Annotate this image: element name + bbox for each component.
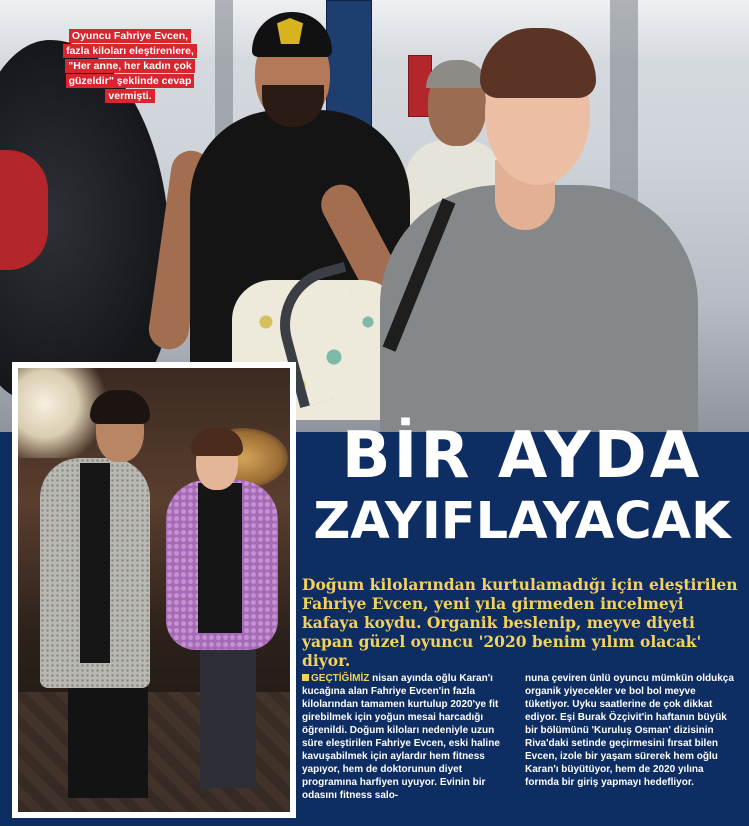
- headline-line-2: ZAYIFLAYACAK: [313, 492, 731, 551]
- caption-line: Oyuncu Fahriye Evcen,: [69, 29, 191, 43]
- cap-logo-icon: [277, 18, 303, 44]
- lead-paragraph: Doğum kilolarından kurtulamadığı için eleştirilen Fahriye Evcen, yeni yıla girmeden incelmeyi kafaya koydu. Organik beslenip, meyve diyeti yapan güzel oyuncu '2020 benim yılım olacak' diyor.: [302, 575, 738, 670]
- body-lead-word: GEÇTİĞİMİZ: [311, 673, 370, 684]
- body-column-1-text: nisan ayında oğlu Karan'ı kucağına alan Fahriye Evcen'in fazla kilolarından tamamen kurtulup 2020'ye fit girebilmek için yoğun mesai harcadığı öğrenildi. Doğum kiloları nedeniyle uzun süre eleştirilen Fahriye Evcen, eski haline kavuşabilmek için aylardır hem fitness yapıyor, hem de doktorunun diyet programına harfiyen uyuyor. Evinin bir odasını fitness salo-: [302, 673, 500, 801]
- car-red-light: [0, 150, 48, 270]
- bullet-square-icon: [302, 674, 309, 681]
- body-column-1: [302, 672, 515, 822]
- inset-woman-legs: [200, 648, 256, 788]
- photo-caption: [60, 28, 200, 103]
- inset-photo: [12, 362, 296, 818]
- inset-man-shirt: [80, 463, 110, 663]
- inset-woman-hair: [191, 428, 243, 456]
- inset-man-legs: [68, 678, 148, 798]
- inset-man-hair: [90, 390, 150, 424]
- man-background-hair: [426, 60, 488, 88]
- body-column-2: [525, 672, 738, 822]
- caption-line: vermişti.: [105, 89, 154, 103]
- inset-photo-image: [18, 368, 290, 812]
- headline: [302, 420, 742, 552]
- caption-line: güzeldir" şeklinde cevap: [66, 74, 195, 88]
- headline-line-1: BİR AYDA: [341, 419, 703, 493]
- body-text: [302, 672, 738, 822]
- caption-line: fazla kiloları eleştirenlere,: [63, 44, 197, 58]
- body-column-2-text: nuna çeviren ünlü oyuncu mümkün oldukça organik yiyecekler ve bol bol meyve tüketiyor. Uyku saatlerine de çok dikkat ediyor. Eşi Burak Özçivit'in haftanın büyük bir bölümünü 'Kuruluş Osman' dizisinin Riva'daki setinde geçirmesini fırsat bilen Evcen, izole bir yaşam sürerek hem oğlu Karan'ı büyütüyor, hem de 2020 yılına formda bir giriş yapmayı hedefliyor.: [525, 673, 734, 788]
- inset-woman-top: [198, 483, 242, 633]
- caption-line: "Her anne, her kadın çok: [65, 59, 194, 73]
